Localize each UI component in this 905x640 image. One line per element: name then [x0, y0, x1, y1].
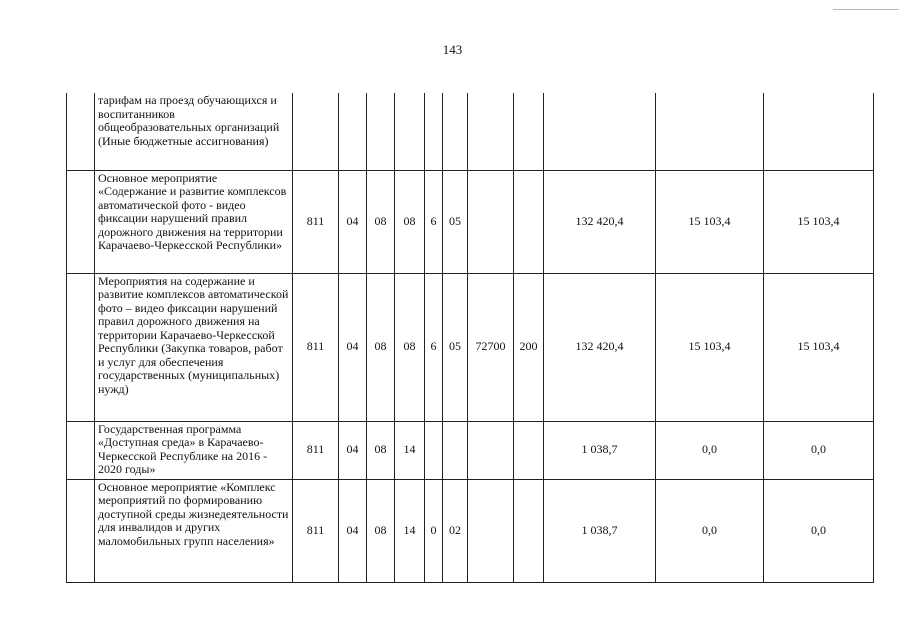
row-name-cell: Мероприятия на содержание и развитие комплексов автоматической фото – видео фиксации нарушений правил дорожного движения на территории Карачаево-Черкесской Республики (Закупка товаров, работ и услуг для обеспечения государственных (муниципальных) нужд)	[95, 273, 293, 421]
amount-cell: 15 103,4	[764, 170, 874, 273]
code-cell: 08	[367, 273, 395, 421]
amount-cell	[544, 93, 656, 170]
table-row	[67, 170, 874, 273]
amount-cell	[656, 93, 764, 170]
amount-cell: 15 103,4	[656, 273, 764, 421]
amount-cell: 1 038,7	[544, 479, 656, 582]
amount-cell: 0,0	[656, 479, 764, 582]
row-index-cell	[67, 93, 95, 170]
amount-cell: 15 103,4	[656, 170, 764, 273]
code-cell: 72700	[468, 273, 514, 421]
amount-cell: 0,0	[656, 421, 764, 479]
row-index-cell	[67, 273, 95, 421]
code-cell	[468, 421, 514, 479]
table-row	[67, 479, 874, 582]
code-cell	[395, 93, 425, 170]
code-cell	[293, 93, 339, 170]
amount-cell: 0,0	[764, 479, 874, 582]
table-row	[67, 93, 874, 170]
code-cell: 05	[443, 170, 468, 273]
amount-cell: 15 103,4	[764, 273, 874, 421]
code-cell	[443, 93, 468, 170]
code-cell: 811	[293, 273, 339, 421]
code-cell	[367, 93, 395, 170]
code-cell	[514, 93, 544, 170]
code-cell: 0	[425, 479, 443, 582]
code-cell: 200	[514, 273, 544, 421]
code-cell: 08	[367, 421, 395, 479]
code-cell: 04	[339, 273, 367, 421]
row-name-cell: Основное мероприятие «Содержание и развитие комплексов автоматической фото - видео фиксации нарушений правил дорожного движения на территории Карачаево-Черкесской Республики»	[95, 170, 293, 273]
row-index-cell	[67, 421, 95, 479]
amount-cell: 0,0	[764, 421, 874, 479]
table-row	[67, 421, 874, 479]
code-cell: 08	[395, 170, 425, 273]
code-cell	[468, 479, 514, 582]
code-cell: 05	[443, 273, 468, 421]
scan-edge-mark	[833, 9, 899, 10]
code-cell: 6	[425, 170, 443, 273]
row-index-cell	[67, 479, 95, 582]
row-name-cell: Основное мероприятие «Комплекс мероприятий по формированию доступной среды жизнедеятельности для инвалидов и других маломобильных групп населения»	[95, 479, 293, 582]
code-cell	[468, 93, 514, 170]
amount-cell: 1 038,7	[544, 421, 656, 479]
code-cell	[425, 93, 443, 170]
code-cell: 04	[339, 170, 367, 273]
code-cell: 08	[395, 273, 425, 421]
code-cell: 14	[395, 421, 425, 479]
code-cell	[514, 479, 544, 582]
code-cell	[425, 421, 443, 479]
code-cell: 6	[425, 273, 443, 421]
code-cell: 08	[367, 479, 395, 582]
code-cell: 811	[293, 421, 339, 479]
row-name-cell: тарифам на проезд обучающихся и воспитанников общеобразовательных организаций (Иные бюджетные ассигнования)	[95, 93, 293, 170]
code-cell: 04	[339, 421, 367, 479]
amount-cell	[764, 93, 874, 170]
code-cell	[514, 170, 544, 273]
amount-cell: 132 420,4	[544, 170, 656, 273]
row-name-cell: Государственная программа «Доступная среда» в Карачаево-Черкесской Республике на 2016 - 2020 годы»	[95, 421, 293, 479]
row-index-cell	[67, 170, 95, 273]
code-cell: 14	[395, 479, 425, 582]
code-cell: 08	[367, 170, 395, 273]
amount-cell: 132 420,4	[544, 273, 656, 421]
code-cell	[443, 421, 468, 479]
page-number: 143	[442, 42, 463, 57]
code-cell	[468, 170, 514, 273]
budget-table	[66, 93, 874, 583]
code-cell: 811	[293, 170, 339, 273]
code-cell	[339, 93, 367, 170]
code-cell: 811	[293, 479, 339, 582]
table-row	[67, 273, 874, 421]
code-cell	[514, 421, 544, 479]
code-cell: 02	[443, 479, 468, 582]
code-cell: 04	[339, 479, 367, 582]
